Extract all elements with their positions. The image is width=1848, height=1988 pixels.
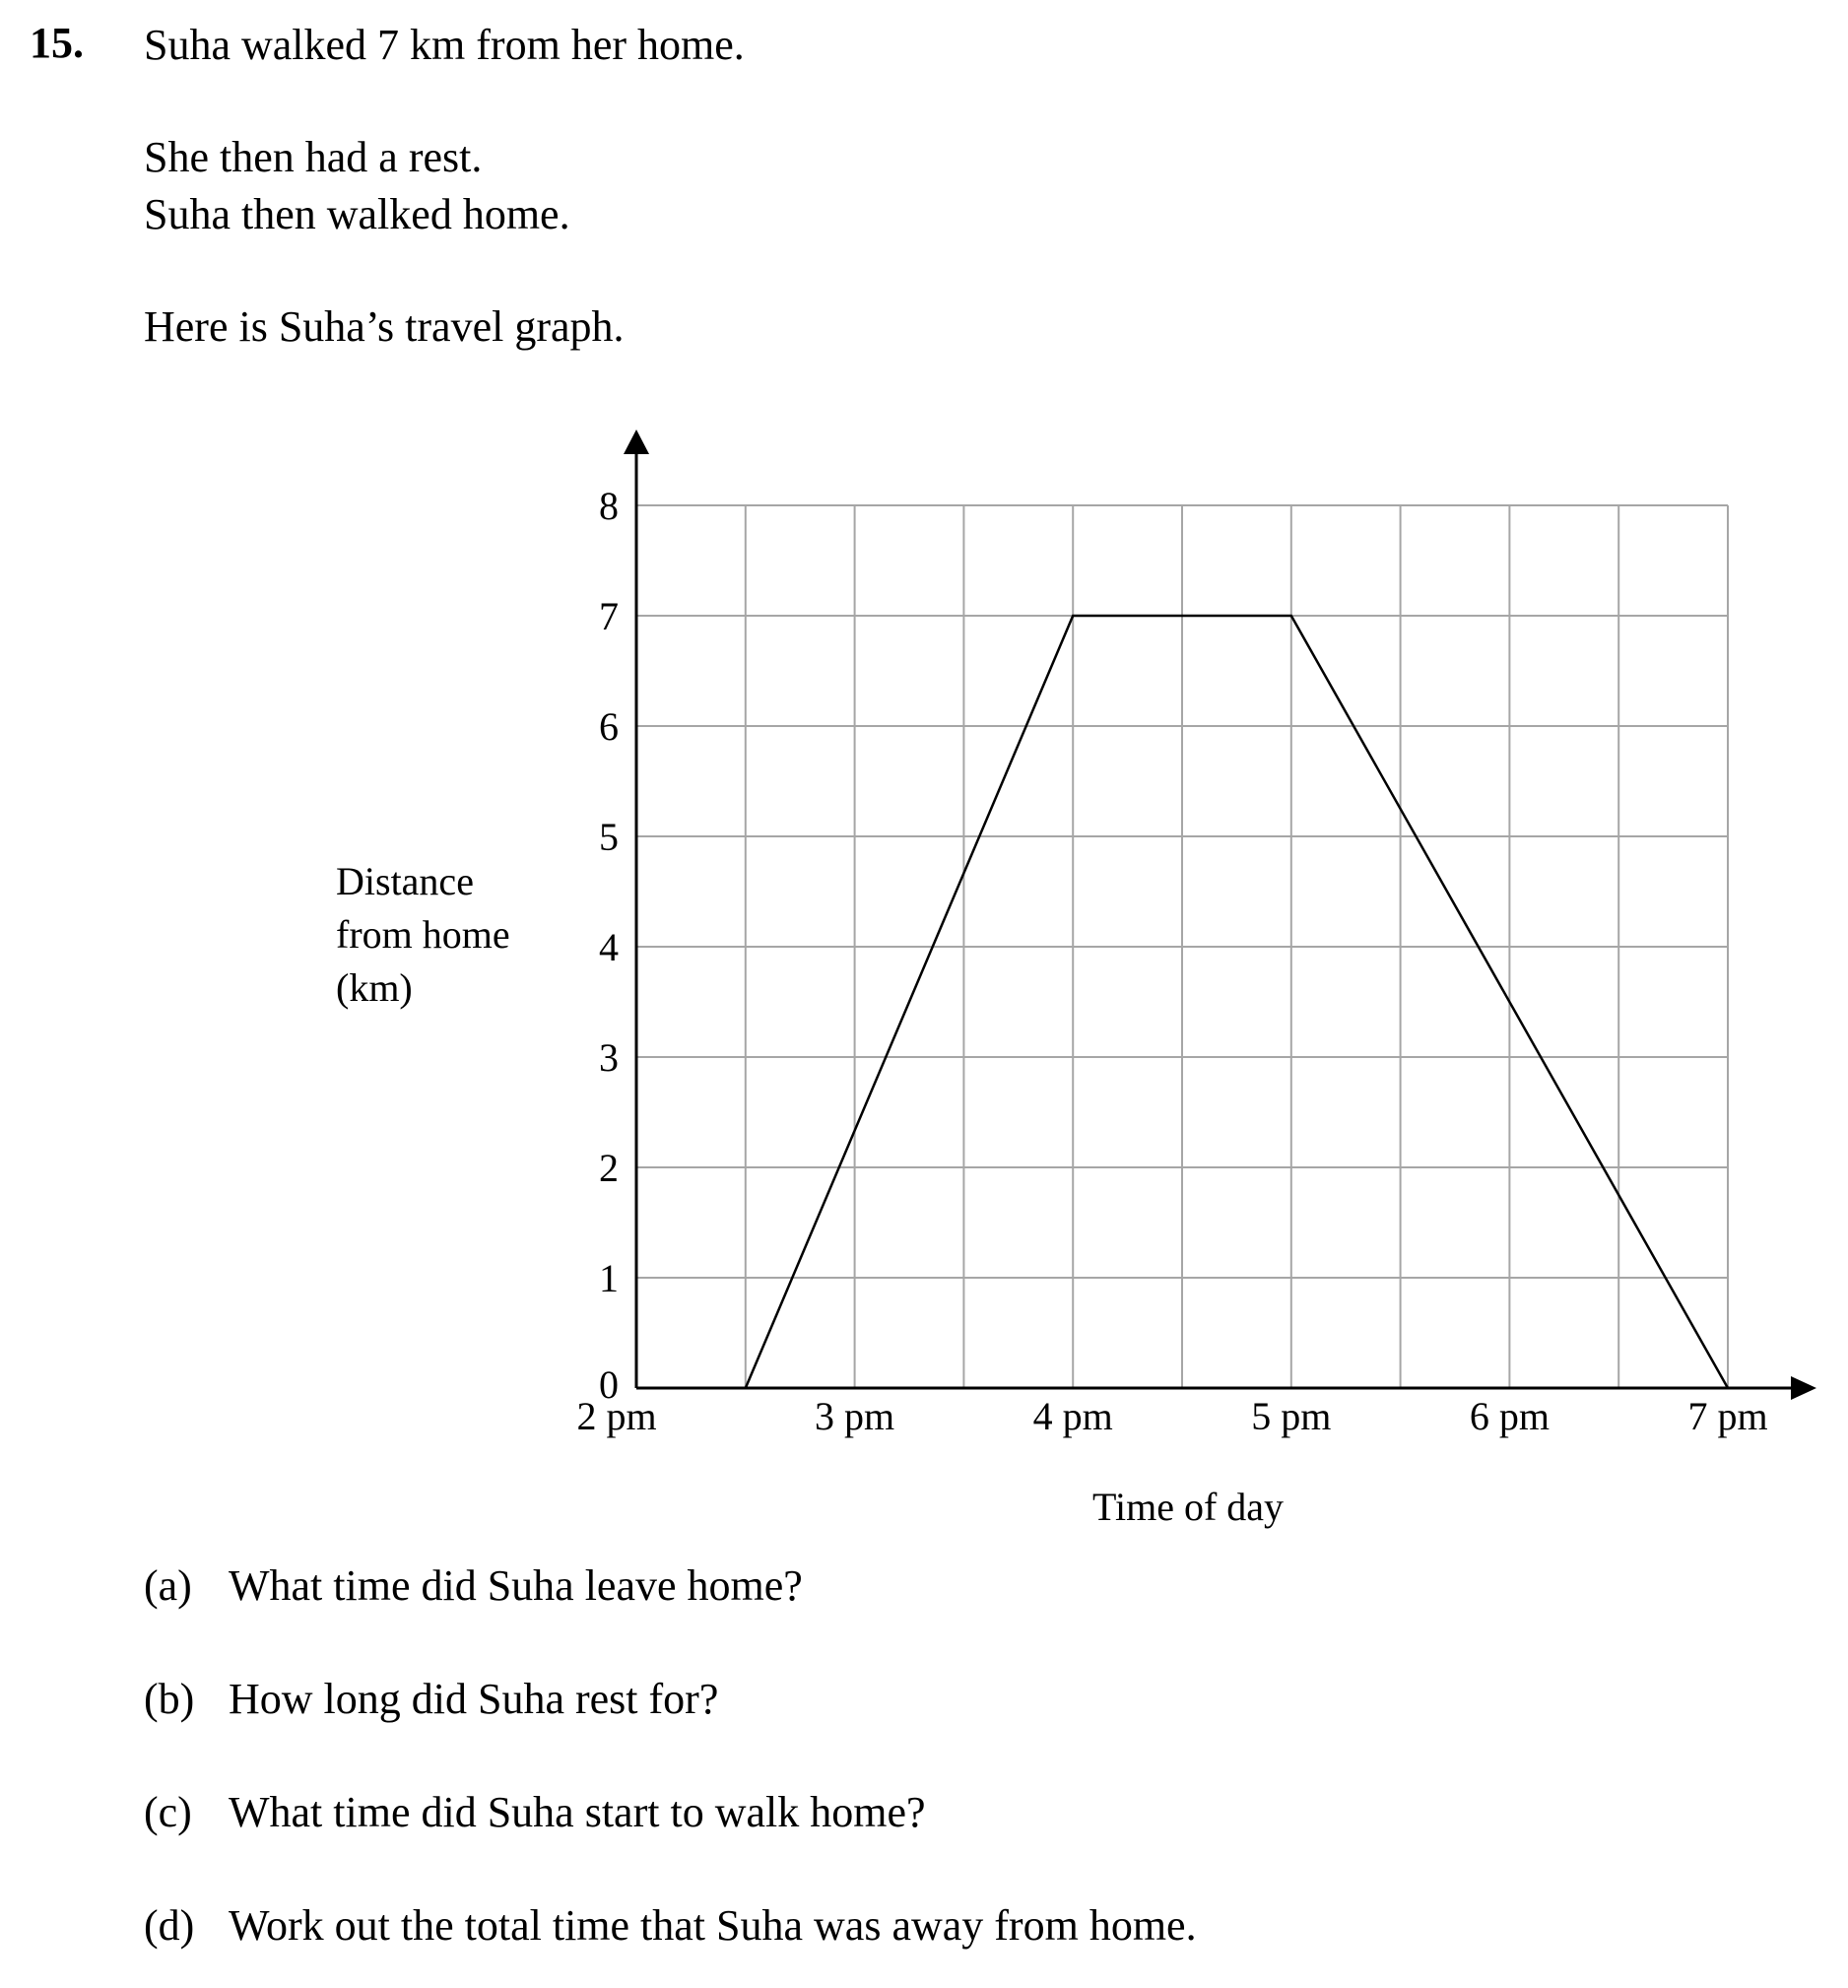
question-number: 15. (30, 19, 84, 67)
x-tick-labels (576, 1394, 1767, 1438)
question-part-c (144, 1785, 926, 1840)
x-tick-label-1: 3 pm (815, 1394, 895, 1438)
y-tick-label-6: 6 (599, 704, 619, 749)
x-tick-label-4: 6 pm (1469, 1394, 1550, 1438)
intro-line-3: Suha then walked home. (144, 190, 570, 238)
y-tick-label-0: 0 (599, 1362, 619, 1407)
series-group (746, 616, 1728, 1388)
y-tick-label-3: 3 (599, 1035, 619, 1080)
y-tick-label-8: 8 (599, 484, 619, 528)
x-tick-label-0: 2 pm (576, 1394, 657, 1438)
y-tick-label-5: 5 (599, 815, 619, 859)
question-part-a (144, 1558, 803, 1614)
y-axis-label-line-2: from home (336, 912, 510, 957)
chart-grid (636, 505, 1728, 1388)
question-part-b (144, 1672, 718, 1727)
x-axis-label: Time of day (1091, 1485, 1285, 1529)
x-axis-arrow (1791, 1376, 1816, 1400)
part-a-label: (a) (144, 1561, 192, 1610)
y-axis-label-line-1: Distance (336, 859, 474, 903)
part-b-text: How long did Suha rest for? (229, 1675, 719, 1723)
y-tick-labels (599, 484, 619, 1407)
x-tick-label-2: 4 pm (1032, 1394, 1113, 1438)
part-c-text: What time did Suha start to walk home? (229, 1788, 926, 1836)
y-tick-label-1: 1 (599, 1256, 619, 1300)
y-tick-label-2: 2 (599, 1146, 619, 1190)
part-d-label: (d) (144, 1901, 195, 1950)
intro-line-4: Here is Suha’s travel graph. (144, 302, 625, 351)
part-b-label: (b) (144, 1675, 195, 1723)
travel-line-series-0 (746, 616, 1728, 1388)
y-axis-label-line-3: (km) (336, 965, 413, 1010)
y-axis-arrow (624, 430, 649, 454)
y-tick-label-7: 7 (599, 594, 619, 638)
intro-line-2: She then had a rest. (144, 133, 483, 181)
part-a-text: What time did Suha leave home? (229, 1561, 803, 1610)
part-c-label: (c) (144, 1788, 192, 1836)
x-tick-label-3: 5 pm (1251, 1394, 1332, 1438)
y-tick-label-4: 4 (599, 925, 619, 969)
part-d-text: Work out the total time that Suha was away from home. (229, 1901, 1197, 1950)
intro-line-1: Suha walked 7 km from her home. (144, 21, 745, 69)
x-tick-label-5: 7 pm (1687, 1394, 1768, 1438)
question-part-d (144, 1898, 1197, 1954)
